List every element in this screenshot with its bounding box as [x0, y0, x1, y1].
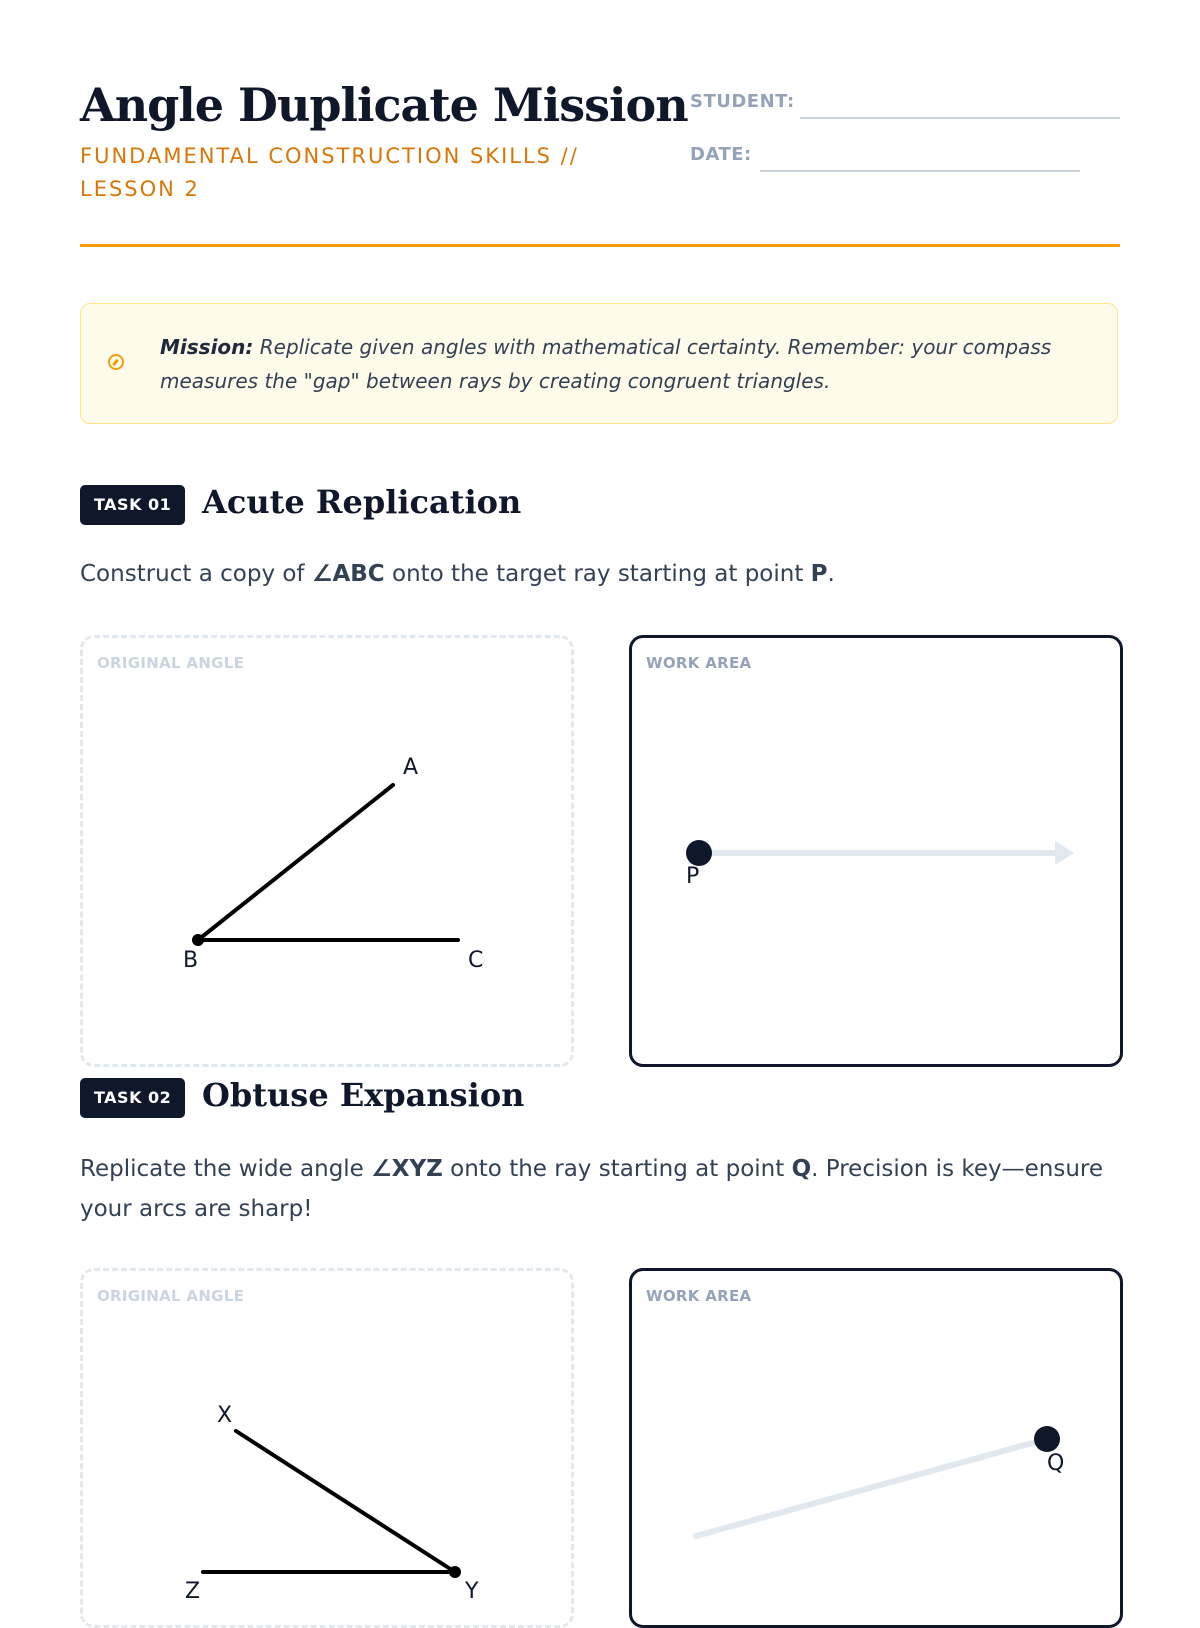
original-angle-panel	[80, 635, 574, 1067]
header-divider	[80, 244, 1120, 247]
student-label: STUDENT:	[690, 91, 795, 112]
page-subtitle: FUNDAMENTAL CONSTRUCTION SKILLS // LESSON 2	[80, 144, 579, 201]
task-badge: TASK 01	[80, 485, 185, 525]
vertex-point	[449, 1566, 461, 1578]
point-label-y: Y	[465, 1579, 479, 1604]
point-label-q: Q	[1047, 1451, 1065, 1476]
date-label: DATE:	[690, 144, 752, 165]
mission-body: Replicate given angles with mathematical certainty. Remember: your compass measures the "gap" between rays by creating congruent triangles.	[160, 335, 1052, 393]
point-label-b: B	[183, 948, 199, 973]
task-description: Replicate the wide angle ∠XYZ onto the ray starting at point Q. Precision is key—ensure your arcs are sharp!	[80, 1156, 1104, 1222]
work-area-panel[interactable]	[629, 1268, 1123, 1628]
mission-text	[160, 330, 1090, 398]
original-angle-panel	[80, 1268, 574, 1628]
ray-yx	[236, 1431, 455, 1572]
task-badge: TASK 02	[80, 1078, 185, 1118]
arrow-icon	[1055, 841, 1074, 865]
vertex-point	[192, 934, 204, 946]
student-name-field[interactable]	[800, 117, 1120, 119]
task-title: Obtuse Expansion	[202, 1076, 525, 1114]
point-label-c: C	[468, 948, 484, 973]
panel-label: ORIGINAL ANGLE	[97, 1287, 245, 1305]
task-description: Construct a copy of ∠ABC onto the target ray starting at point P.	[80, 561, 835, 587]
date-field[interactable]	[760, 170, 1080, 172]
point-label-z: Z	[185, 1579, 201, 1604]
work-area-panel[interactable]	[629, 635, 1123, 1067]
target-ray	[696, 1439, 1047, 1536]
point-label-a: A	[403, 755, 419, 780]
compass-icon	[108, 354, 124, 370]
angle-abc-diagram	[83, 638, 571, 1064]
start-point	[1034, 1426, 1060, 1452]
panel-label: WORK AREA	[646, 1287, 752, 1305]
task-title: Acute Replication	[202, 483, 522, 521]
start-point	[686, 840, 712, 866]
ray-ba	[198, 785, 393, 940]
point-label-p: P	[686, 864, 700, 889]
page-title: Angle Duplicate Mission	[80, 78, 688, 132]
panel-label: ORIGINAL ANGLE	[97, 654, 245, 672]
angle-xyz-diagram	[83, 1271, 571, 1611]
work-area-canvas[interactable]	[632, 1271, 1120, 1611]
mission-label: Mission:	[160, 335, 254, 359]
work-area-canvas[interactable]	[632, 638, 1120, 1064]
point-label-x: X	[217, 1403, 233, 1428]
panel-label: WORK AREA	[646, 654, 752, 672]
